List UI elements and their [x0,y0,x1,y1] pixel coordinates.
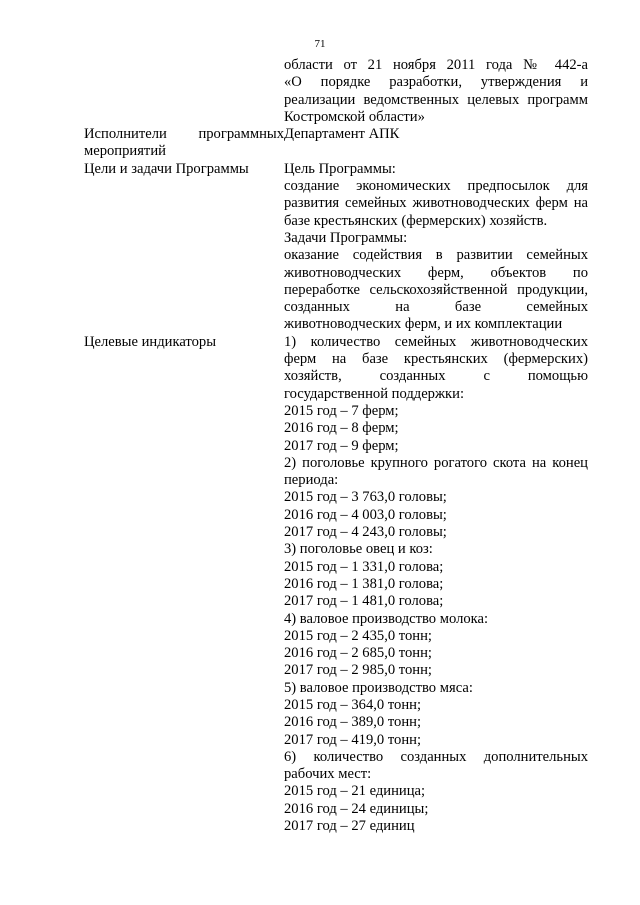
content-line: 2016 год – 8 ферм; [284,420,399,437]
content-line: 2015 год – 21 единица; [284,783,426,800]
content-line: созданных на базе семейных [284,299,588,316]
table-row [84,161,588,334]
row-content [284,334,588,836]
content-line: Департамент АПК [284,126,400,143]
content-line: животноводческих ферм, и их комплектации [284,316,563,333]
content-line: 2015 год – 1 331,0 голова; [284,558,444,575]
content-line: рабочих мест: [284,766,372,783]
content-line: переработке сельскохозяйственной продукции, [284,281,588,298]
content-line: развития семейных животноводческих ферм на [284,195,588,212]
table-row [84,57,588,126]
row-content [284,161,588,334]
content-line: 4) валовое производство молока: [284,610,489,627]
row-label [84,334,284,351]
label-line: Исполнители программных [84,126,284,143]
label-line: мероприятий [84,143,166,160]
content-line: 2) поголовье крупного рогатого скота на конец [284,454,588,471]
table-row [84,126,588,161]
content-line: базе крестьянских (фермерских) хозяйств. [284,212,548,229]
row-content [284,57,588,126]
content-line: 6) количество созданных дополнительных [284,748,588,765]
content-line: 2017 год – 2 985,0 тонн; [284,662,432,679]
content-line: государственной поддержки: [284,385,465,402]
content-line: 2017 год – 4 243,0 головы; [284,524,447,541]
row-label [84,161,284,178]
content-line: 2017 год – 9 ферм; [284,437,399,454]
page-number: 71 [314,38,326,50]
passport-table [84,57,588,835]
label-line: Целевые индикаторы [84,333,217,350]
content-line: 2016 год – 2 685,0 тонн; [284,645,432,662]
content-line: Задачи Программы: [284,229,408,246]
content-line: 2016 год – 4 003,0 головы; [284,506,447,523]
content-line: оказание содействия в развитии семейных [284,247,588,264]
content-line: 2015 год – 7 ферм; [284,402,399,419]
content-line: «О порядке разработки, утверждения и [284,74,588,91]
content-line: Костромской области» [284,108,425,125]
content-line: 2016 год – 389,0 тонн; [284,714,421,731]
content-line: периода: [284,472,339,489]
content-line: 2016 год – 24 единицы; [284,800,429,817]
content-line: 2016 год – 1 381,0 голова; [284,575,444,592]
content-line: 2015 год – 2 435,0 тонн; [284,627,432,644]
content-line: создание экономических предпосылок для [284,178,588,195]
content-line: 2015 год – 3 763,0 головы; [284,489,447,506]
content-line: 5) валовое производство мяса: [284,679,473,696]
table-row [84,334,588,836]
content-line: области от 21 ноября 2011 года № 442-а [284,57,588,73]
content-line: ферм на базе крестьянских (фермерских) [284,351,588,368]
row-label [84,126,284,161]
content-line: животноводческих ферм, объектов по [284,264,588,281]
content-line: 2015 год – 364,0 тонн; [284,696,421,713]
content-line: 1) количество семейных животноводческих [284,333,588,350]
content-line: 2017 год – 419,0 тонн; [284,731,421,748]
content-line: 2017 год – 27 единиц [284,818,415,835]
content-line: реализации ведомственных целевых программ [284,91,588,108]
content-line: 3) поголовье овец и коз: [284,541,433,558]
content-line: Цель Программы: [284,160,396,177]
label-line: Цели и задачи Программы [84,160,249,177]
content-line: 2017 год – 1 481,0 голова; [284,593,444,610]
row-content [284,126,588,143]
content-line: хозяйств, созданных с помощью [284,368,588,385]
